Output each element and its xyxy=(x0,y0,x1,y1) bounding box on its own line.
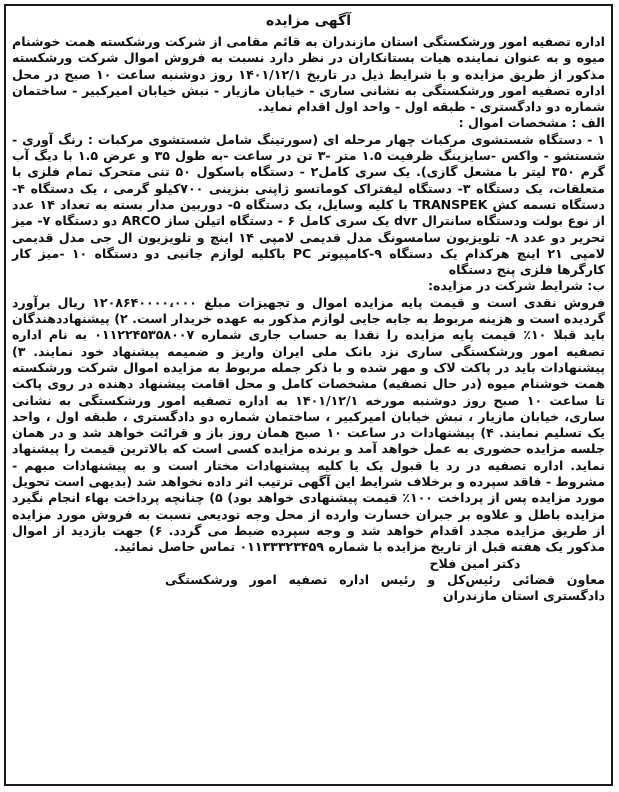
section-a-heading: الف : مشخصات اموال : xyxy=(458,115,605,131)
notice-body xyxy=(12,10,605,780)
section-b-body: فروش نقدی است و قیمت پایه مزایده اموال و تجهیزات مبلغ ۱۲۰۸۶۴۰۰۰۰،۰۰۰ ریال برآورد گردیده است و هزینه مربوط به جابه جایی لوازم مذکور به عهده خریدار است. ۲) پیشنهاددهندگان باید قبلا ۱۰٪ قیمت پایه مزایده را نقدا به حساب جاری شماره ۰۱۱۲۲۴۵۳۵۸۰۰۷ به نام اداره تصفیه امور ورشکستگی ساری نزد بانک ملی ایران واریز و ضمیمه پیشنهاد خود نمایند. ۳) پیشنهادات باید در پاکت لاک و مهر شده و با ذکر جمله مربوط به مزایده اموال شرکت ورشکسته همت خوشنام میوه (در حال تصفیه) مشخصات کامل و محل اقامت پیشنهاد دهنده در روی پاکت تا ساعت ۱۰ صبح روز دوشنبه مورخه ۱۴۰۱/۱۲/۱ به اداره تصفیه امور ورشکستگی به نشانی ساری، خیابان مازیار ، نبش خیابان امیرکبیر ، ساختمان شماره دو دادگستری ، طبقه اول ، واحد یک تسلیم نمایند. ۴) پیشنهادات در ساعت ۱۰ صبح همان روز باز و قرائت خواهد شد و در همان جلسه مزایده حضوری به عمل خواهد آمد و برنده مزایده کسی است که بالاترین قیمت را پیشنهاد نماید. اداره تصفیه در رد یا قبول یک یا کلیه پیشنهادات مختار است و به پیشنهادات مبهم - مشروط - فاقد سپرده و برخلاف شرایط این آگهی ترتیب اثر داده نخواهد شد (بدیهی است تحویل مورد مزایده پس از پرداخت ۱۰۰٪ قیمت پیشنهادی خواهد بود) ۵) چنانچه پرداخت بهاء انجام نگیرد مزایده باطل و علاوه بر جبران خسارت وارده از محل وجه تودیعی نسبت به فروش مورد مزایده از طریق مزایده مجدد اقدام خواهد شد و وجه سپرده ضبط می گردد. ۶) جهت بازدید از اموال مذکور یک هفته قبل از تاریخ مزایده با شماره ۰۱۱۳۳۳۲۳۴۵۹ تماس حاصل نمائید. xyxy=(12,294,606,555)
notice-frame xyxy=(4,4,613,786)
signature-name: دکتر امین فلاح xyxy=(429,555,521,571)
section-a-body: ۱ - دستگاه شستشوی مرکبات چهار مرحله ای (سورتینگ شامل شستشوی مرکبات : رنگ آوری - شستشو - واکس -سایزینگ ظرفیت ۱.۵ متر -۳ تن در ساعت -به طول ۳۵ و عرض ۱.۵ با دیگ آب گرم ۳۵۰ لیتر با مشعل گازی). یک سری کامل۲ - دستگاه باسکول ۵۰ تنی متحرک تمام فلزی با متعلقات، یک دستگاه ۳- دستگاه لیفتراک کوماتسو ژاپنی بنزینی ۷۰۰کیلو گرمی ، یک دستگاه ۴- دستگاه تسمه کش TRANSPEK با کلیه وسایل، یک دستگاه ۵- دوربین مدار بسته به تعداد ۱۴ عدد از نوع بولت ودستگاه سانترال dvr یک سری کامل ۶ - دستگاه اتیلن ساز ARCO دو دستگاه ۷- میز تحریر دو عدد ۸- تلویزیون سامسونگ مدل قدیمی لامپی ۱۴ اینچ و تلویزیون ال جی مدل قدیمی لامپی ۲۱ اینچ هرکدام یک دستگاه ۹-کامپیوتر PC باکلیه لوازم جانبی دو دستگاه ۱۰ -میز کار کارگرها فلزی پنج دستگاه xyxy=(12,131,606,278)
signature-title: معاون قضائی رئیس‌کل و رئیس اداره تصفیه امور ورشکستگی دادگستری استان مازندران xyxy=(165,571,605,604)
section-b-heading: ب: شرایط شرکت در مزایده: xyxy=(428,278,605,294)
notice-title: آگهی مزایده xyxy=(265,13,351,29)
intro-paragraph: اداره تصفیه امور ورشکستگی استان مازندران به قائم مقامی از شرکت ورشکسته همت خوشنام میوه و به عنوان نماینده هیات بستانکاران در نظر دارد نسبت به فروش اموال شرکت ورشکسته مذکور از طریق مزایده و با شرایط ذیل در تاریخ ۱۴۰۱/۱۲/۱ روز دوشنبه ساعت ۱۰ صبح در محل اداره تصفیه امور ورشکستگی به نشانی ساری - خیابان مازیار - نبش خیابان امیرکبیر - ساختمان شماره دو دادگستری - طبقه اول - واحد اول اقدام نماید. xyxy=(12,34,605,115)
